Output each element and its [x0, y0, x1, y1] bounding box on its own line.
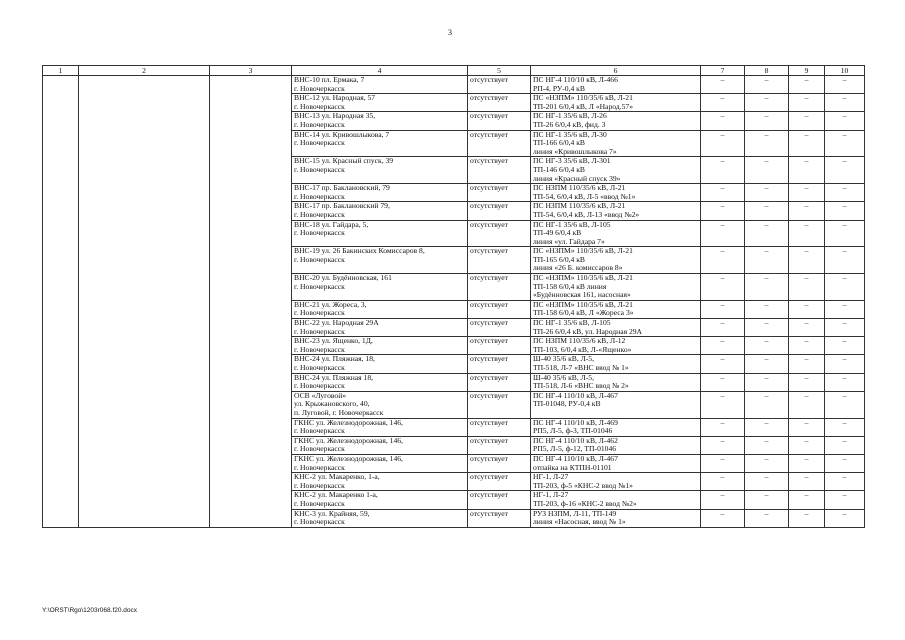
dash-cell-c9: –: [789, 76, 825, 94]
dash-cell-c7: –: [701, 418, 745, 436]
object-cell-line: ВНС-21 ул. Жореса, 3,: [294, 300, 367, 309]
object-cell: [292, 220, 468, 247]
status-cell: отсутствует: [468, 184, 531, 202]
col-header-8: 8: [745, 66, 789, 76]
dash-cell-c10: –: [825, 418, 865, 436]
dash-cell-c9: –: [789, 112, 825, 130]
object-cell-line: г. Новочеркасск: [294, 209, 345, 219]
object-cell-line: г. Новочеркасск: [294, 480, 345, 490]
object-cell: [292, 157, 468, 184]
power-source-cell-line: ТП-201 6/0,4 кВ, Л «Народ.57»: [533, 101, 634, 111]
dash-cell-c8: –: [745, 76, 789, 94]
status-cell: отсутствует: [468, 418, 531, 436]
power-source-cell-line: линия «Кривошлыкова 7»: [533, 146, 617, 156]
object-cell-line: г. Новочеркасск: [294, 138, 345, 148]
dash-cell-c9: –: [789, 94, 825, 112]
col-header-1: 1: [43, 66, 79, 76]
power-source-cell-line: ПС «НЗПМ» 110/35/6 кВ, Л-21: [533, 93, 633, 103]
dash-cell-c8: –: [745, 112, 789, 130]
object-cell: [292, 274, 468, 301]
object-cell: [292, 202, 468, 220]
status-cell: отсутствует: [468, 355, 531, 373]
dash-cell-c9: –: [789, 418, 825, 436]
object-cell: [292, 454, 468, 472]
object-cell: [292, 491, 468, 509]
dash-cell-c10: –: [825, 373, 865, 391]
status-cell: отсутствует: [468, 247, 531, 274]
dash-cell-c10: –: [825, 454, 865, 472]
power-source-cell: [531, 184, 701, 202]
dash-cell-c9: –: [789, 130, 825, 157]
object-cell: [292, 184, 468, 202]
dash-cell-c7: –: [701, 319, 745, 337]
dash-cell-c10: –: [825, 184, 865, 202]
dash-cell-c7: –: [701, 509, 745, 527]
status-cell: отсутствует: [468, 157, 531, 184]
object-cell-line: г. Новочеркасск: [294, 426, 345, 436]
status-cell: отсутствует: [468, 76, 531, 94]
object-cell: [292, 337, 468, 355]
object-cell-line: ВНС-14 ул. Кривошлыкова, 7: [294, 130, 390, 139]
dash-cell-c10: –: [825, 202, 865, 220]
dash-cell-c7: –: [701, 184, 745, 202]
status-cell: отсутствует: [468, 391, 531, 418]
power-source-cell-line: ТП-203, ф-5 «КНС-2 ввод №1»: [533, 480, 633, 490]
object-cell-line: ВНС-24 ул. Пляжная, 18,: [294, 354, 375, 364]
dash-cell-c7: –: [701, 300, 745, 318]
power-source-cell-line: отпайка на КТПН-01101: [533, 462, 612, 472]
dash-cell-c8: –: [745, 391, 789, 418]
object-cell-line: ул. Крыжановского, 40,: [294, 399, 370, 409]
object-cell-line: ВНС-20 ул. Будённовская, 161: [294, 273, 392, 283]
power-source-cell: [531, 319, 701, 337]
power-source-cell: [531, 220, 701, 247]
object-cell-line: ВНС-12 ул. Народная, 57: [294, 93, 376, 103]
dash-cell-c10: –: [825, 247, 865, 274]
object-cell-line: ВНС-10 пл. Ермака, 7: [294, 75, 365, 84]
dash-cell-c10: –: [825, 436, 865, 454]
object-cell-line: ВНС-23 ул. Ященко, 1Д,: [294, 336, 373, 346]
power-source-cell: [531, 373, 701, 391]
object-cell: [292, 509, 468, 527]
status-cell: отсутствует: [468, 94, 531, 112]
dash-cell-c10: –: [825, 319, 865, 337]
table-row: [43, 76, 865, 94]
dash-cell-c10: –: [825, 491, 865, 509]
dash-cell-c9: –: [789, 274, 825, 301]
power-source-cell-line: ПС НЗПМ 110/35/6 кВ, Л-21: [533, 183, 626, 193]
power-source-cell-line: «Будённовская 161, насосная»: [533, 290, 631, 300]
dash-cell-c7: –: [701, 202, 745, 220]
power-source-cell: [531, 491, 701, 509]
object-cell: [292, 391, 468, 418]
col-header-3: 3: [210, 66, 292, 76]
status-cell: отсутствует: [468, 491, 531, 509]
object-cell: [292, 130, 468, 157]
object-cell-line: г. Новочеркасск: [294, 363, 345, 372]
power-source-cell-line: РП5, Л-5, ф-3, ТП-01046: [533, 426, 613, 436]
power-source-cell-line: ПС «НЗПМ» 110/35/6 кВ, Л-21: [533, 273, 633, 283]
dash-cell-c10: –: [825, 509, 865, 527]
cell-col-1: [43, 76, 79, 528]
dash-cell-c9: –: [789, 220, 825, 247]
dash-cell-c8: –: [745, 247, 789, 274]
footer-file-path: Y:\ORST\Rgo\1203r068.f20.docx: [42, 607, 138, 614]
dash-cell-c9: –: [789, 491, 825, 509]
power-source-cell-line: ТП-518, Л-6 «ВНС ввод № 2»: [533, 381, 629, 391]
dash-cell-c10: –: [825, 76, 865, 94]
power-source-cell-line: НГ-1, Л-27: [533, 472, 569, 482]
dash-cell-c8: –: [745, 454, 789, 472]
power-source-cell-line: ПС НГ-4 110/10 кВ, Л-462: [533, 436, 618, 445]
dash-cell-c8: –: [745, 373, 789, 391]
power-source-cell-line: ТП-103, 6/0,4 кВ, Л-«Ященко»: [533, 344, 632, 354]
power-source-cell-line: ТП-54, 6/0,4 кВ, Л-13 «ввод №2»: [533, 209, 640, 219]
power-source-cell-line: ПС НГ-4 110/10 кВ, Л-467: [533, 391, 618, 400]
power-source-cell: [531, 300, 701, 318]
col-header-9: 9: [789, 66, 825, 76]
status-cell: отсутствует: [468, 319, 531, 337]
dash-cell-c7: –: [701, 94, 745, 112]
power-source-cell: [531, 454, 701, 472]
power-source-cell-line: ТП-518, Л-7 «ВНС ввод № 1»: [533, 363, 629, 372]
power-source-cell: [531, 202, 701, 220]
object-cell: [292, 418, 468, 436]
power-source-cell-line: ТП-203, ф-16 «КНС-2 ввод №2»: [533, 498, 637, 508]
object-cell-line: г. Новочеркасск: [294, 517, 345, 527]
status-cell: отсутствует: [468, 202, 531, 220]
object-cell: [292, 373, 468, 391]
object-cell-line: ВНС-15 ул. Красный спуск, 39: [294, 156, 394, 166]
dash-cell-c10: –: [825, 337, 865, 355]
object-cell: [292, 319, 468, 337]
dash-cell-c9: –: [789, 436, 825, 454]
power-source-cell-line: ТП-166 6/0,4 кВ: [533, 138, 585, 148]
object-cell: [292, 112, 468, 130]
power-source-cell: [531, 274, 701, 301]
object-cell-line: ВНС-17 пр. Баклановский 79,: [294, 201, 390, 211]
status-cell: отсутствует: [468, 112, 531, 130]
power-source-cell: [531, 157, 701, 184]
cell-col-2: [79, 76, 210, 528]
object-cell-line: г. Новочеркасск: [294, 308, 345, 318]
object-cell-line: г. Новочеркасск: [294, 498, 345, 508]
object-cell-line: ВНС-17 пр. Баклановский, 79: [294, 183, 390, 193]
power-source-cell-line: линия «Красный спуск 39»: [533, 173, 621, 183]
dash-cell-c10: –: [825, 274, 865, 301]
dash-cell-c10: –: [825, 157, 865, 184]
dash-cell-c9: –: [789, 337, 825, 355]
dash-cell-c9: –: [789, 391, 825, 418]
power-source-cell-line: НГ-1, Л-27: [533, 490, 569, 500]
object-cell-line: г. Новочеркасск: [294, 228, 345, 238]
object-cell: [292, 355, 468, 373]
object-cell-line: г. Новочеркасск: [294, 164, 345, 174]
power-source-cell: [531, 337, 701, 355]
col-header-5: 5: [468, 66, 531, 76]
object-cell-line: г. Новочеркасск: [294, 344, 345, 354]
status-cell: отсутствует: [468, 454, 531, 472]
dash-cell-c8: –: [745, 509, 789, 527]
status-cell: отсутствует: [468, 274, 531, 301]
power-source-cell: [531, 247, 701, 274]
power-source-cell-line: ПС НГ-1 35/6 кВ, Л-105: [533, 318, 611, 328]
dash-cell-c9: –: [789, 355, 825, 373]
dash-cell-c7: –: [701, 247, 745, 274]
status-cell: отсутствует: [468, 130, 531, 157]
power-source-cell-line: ТП-01048, РУ-0,4 кВ: [533, 399, 601, 409]
dash-cell-c10: –: [825, 391, 865, 418]
object-cell-line: г. Новочеркасск: [294, 444, 345, 454]
power-source-cell-line: ПС НГ-1 35/6 кВ, Л-105: [533, 220, 611, 229]
power-source-cell-line: ПС НГ-3 35/6 кВ, Л-301: [533, 156, 611, 166]
object-cell-line: ВНС-18 ул. Гайдара, 5,: [294, 220, 369, 229]
data-table: [42, 65, 865, 528]
power-source-cell-line: Ш-40 35/6 кВ, Л-5,: [533, 373, 595, 382]
dash-cell-c9: –: [789, 373, 825, 391]
dash-cell-c7: –: [701, 355, 745, 373]
object-cell-line: г. Новочеркасск: [294, 83, 345, 93]
table-body: [43, 76, 865, 528]
power-source-cell: [531, 473, 701, 491]
object-cell: [292, 473, 468, 491]
dash-cell-c7: –: [701, 220, 745, 247]
dash-cell-c10: –: [825, 355, 865, 373]
power-source-cell: [531, 436, 701, 454]
object-cell: [292, 76, 468, 94]
dash-cell-c8: –: [745, 202, 789, 220]
dash-cell-c10: –: [825, 220, 865, 247]
dash-cell-c7: –: [701, 274, 745, 301]
dash-cell-c10: –: [825, 300, 865, 318]
power-source-cell: [531, 112, 701, 130]
power-source-cell-line: ТП-26 6/0,4 кВ, ул. Народная 29А: [533, 326, 643, 336]
object-cell-line: г. Новочеркасск: [294, 119, 345, 129]
dash-cell-c9: –: [789, 247, 825, 274]
col-header-10: 10: [825, 66, 865, 76]
object-cell-line: г. Новочеркасск: [294, 101, 345, 111]
status-cell: отсутствует: [468, 220, 531, 247]
object-cell-line: ГКНС ул. Железнодорожная, 146,: [294, 454, 403, 463]
power-source-cell: [531, 391, 701, 418]
page-number: 3: [448, 28, 452, 37]
object-cell: [292, 247, 468, 274]
object-cell-line: КНС-3 ул. Крайняя, 59,: [294, 509, 370, 518]
object-cell-line: ГКНС ул. Железнодорожная, 146,: [294, 436, 403, 445]
object-cell-line: ВНС-24 ул. Пляжная 18,: [294, 373, 374, 382]
dash-cell-c8: –: [745, 220, 789, 247]
col-header-7: 7: [701, 66, 745, 76]
status-cell: отсутствует: [468, 373, 531, 391]
dash-cell-c8: –: [745, 94, 789, 112]
power-source-cell: [531, 509, 701, 527]
object-cell-line: г. Новочеркасск: [294, 254, 345, 264]
object-cell: [292, 94, 468, 112]
dash-cell-c9: –: [789, 300, 825, 318]
dash-cell-c10: –: [825, 473, 865, 491]
power-source-cell-line: линия «ул. Гайдара 7»: [533, 236, 605, 246]
object-cell-line: ГКНС ул. Железнодорожная, 146,: [294, 418, 403, 427]
object-cell-line: п. Луговой, г. Новочеркасск: [294, 407, 384, 417]
object-cell-line: ВНС-13 ул. Народная 35,: [294, 111, 376, 121]
status-cell: отсутствует: [468, 436, 531, 454]
power-source-cell: [531, 418, 701, 436]
object-cell-line: г. Новочеркасск: [294, 462, 345, 472]
object-cell-line: ВНС-22 ул. Народная 29А: [294, 318, 379, 328]
dash-cell-c7: –: [701, 337, 745, 355]
dash-cell-c7: –: [701, 454, 745, 472]
power-source-cell-line: ТП-49 6/0,4 кВ: [533, 228, 582, 238]
dash-cell-c8: –: [745, 337, 789, 355]
dash-cell-c9: –: [789, 454, 825, 472]
dash-cell-c7: –: [701, 112, 745, 130]
dash-cell-c8: –: [745, 436, 789, 454]
dash-cell-c10: –: [825, 112, 865, 130]
power-source-cell-line: ПС НГ-1 35/6 кВ, Л-30: [533, 130, 607, 139]
power-source-cell-line: ПС НЗПМ 110/35/6 кВ, Л-21: [533, 201, 626, 211]
dash-cell-c8: –: [745, 157, 789, 184]
power-source-cell: [531, 76, 701, 94]
status-cell: отсутствует: [468, 337, 531, 355]
power-source-cell-line: ПС «НЗПМ» 110/35/6 кВ, Л-21: [533, 246, 633, 256]
power-source-cell: [531, 94, 701, 112]
power-source-cell-line: ПС НГ-4 110/10 кВ, Л-469: [533, 418, 618, 427]
dash-cell-c9: –: [789, 473, 825, 491]
object-cell: [292, 300, 468, 318]
power-source-cell-line: линия «Насосная, ввод № 1»: [533, 517, 626, 527]
status-cell: отсутствует: [468, 300, 531, 318]
power-source-cell-line: ТП-158 6/0,4 кВ линия: [533, 281, 607, 291]
object-cell-line: г. Новочеркасск: [294, 281, 345, 291]
dash-cell-c10: –: [825, 130, 865, 157]
dash-cell-c8: –: [745, 355, 789, 373]
status-cell: отсутствует: [468, 473, 531, 491]
object-cell-line: г. Новочеркасск: [294, 326, 345, 336]
col-header-4: 4: [292, 66, 468, 76]
dash-cell-c8: –: [745, 184, 789, 202]
dash-cell-c7: –: [701, 491, 745, 509]
power-source-cell-line: ТП-54, 6/0,4 кВ, Л-5 «ввод №1»: [533, 191, 636, 201]
dash-cell-c7: –: [701, 130, 745, 157]
dash-cell-c7: –: [701, 157, 745, 184]
cell-col-3: [210, 76, 292, 528]
status-cell: отсутствует: [468, 509, 531, 527]
dash-cell-c8: –: [745, 319, 789, 337]
power-source-cell-line: ТП-26 6/0,4 кВ, фид. 3: [533, 119, 606, 129]
dash-cell-c9: –: [789, 202, 825, 220]
object-cell: [292, 436, 468, 454]
dash-cell-c10: –: [825, 94, 865, 112]
dash-cell-c8: –: [745, 473, 789, 491]
col-header-2: 2: [79, 66, 210, 76]
dash-cell-c7: –: [701, 473, 745, 491]
dash-cell-c9: –: [789, 157, 825, 184]
power-source-cell-line: ТП-146 6/0,4 кВ: [533, 164, 585, 174]
header-row: [43, 66, 865, 76]
power-source-cell-line: РП5, Л-5, ф-12, ТП-01046: [533, 444, 617, 454]
dash-cell-c9: –: [789, 319, 825, 337]
power-source-cell-line: Ш-40 35/6 кВ, Л-5,: [533, 354, 595, 364]
power-source-cell-line: ПС НГ-4 110/10 кВ, Л-467: [533, 454, 618, 463]
power-source-cell-line: ПС «НЗПМ» 110/35/6 кВ, Л-21: [533, 300, 633, 309]
dash-cell-c7: –: [701, 436, 745, 454]
object-cell-line: ВНС-19 ул. 26 Бакинских Комиссаров 8,: [294, 246, 425, 256]
object-cell-line: КНС-2 ул. Макаренко, 1-а,: [294, 472, 380, 482]
power-source-cell-line: ТП-165 6/0,4 кВ: [533, 254, 585, 264]
dash-cell-c8: –: [745, 274, 789, 301]
dash-cell-c8: –: [745, 130, 789, 157]
dash-cell-c8: –: [745, 418, 789, 436]
object-cell-line: г. Новочеркасск: [294, 191, 345, 201]
col-header-6: 6: [531, 66, 701, 76]
object-cell-line: ОСВ «Луговой»: [294, 391, 347, 400]
power-source-cell: [531, 130, 701, 157]
object-cell-line: КНС-2 ул. Макаренко 1-а,: [294, 490, 378, 500]
power-source-cell-line: линия «26 Б. комиссаров 8»: [533, 263, 623, 273]
dash-cell-c7: –: [701, 391, 745, 418]
power-source-cell-line: ТП-158 6/0,4 кВ, Л «Жореса 3»: [533, 308, 634, 318]
dash-cell-c8: –: [745, 300, 789, 318]
dash-cell-c9: –: [789, 509, 825, 527]
power-source-cell-line: РУЗ НЗПМ, Л-11, ТП-149: [533, 509, 617, 518]
power-source-cell-line: РП-4, РУ-0,4 кВ: [533, 83, 585, 93]
object-cell-line: г. Новочеркасск: [294, 381, 345, 391]
dash-cell-c8: –: [745, 491, 789, 509]
power-source-cell-line: ПС НГ-1 35/6 кВ, Л-26: [533, 111, 607, 121]
power-source-cell: [531, 355, 701, 373]
dash-cell-c7: –: [701, 373, 745, 391]
power-source-cell-line: ПС НЗПМ 110/35/6 кВ, Л-12: [533, 336, 626, 346]
power-source-cell-line: ПС НГ-4 110/10 кВ, Л-466: [533, 75, 618, 84]
dash-cell-c7: –: [701, 76, 745, 94]
dash-cell-c9: –: [789, 184, 825, 202]
